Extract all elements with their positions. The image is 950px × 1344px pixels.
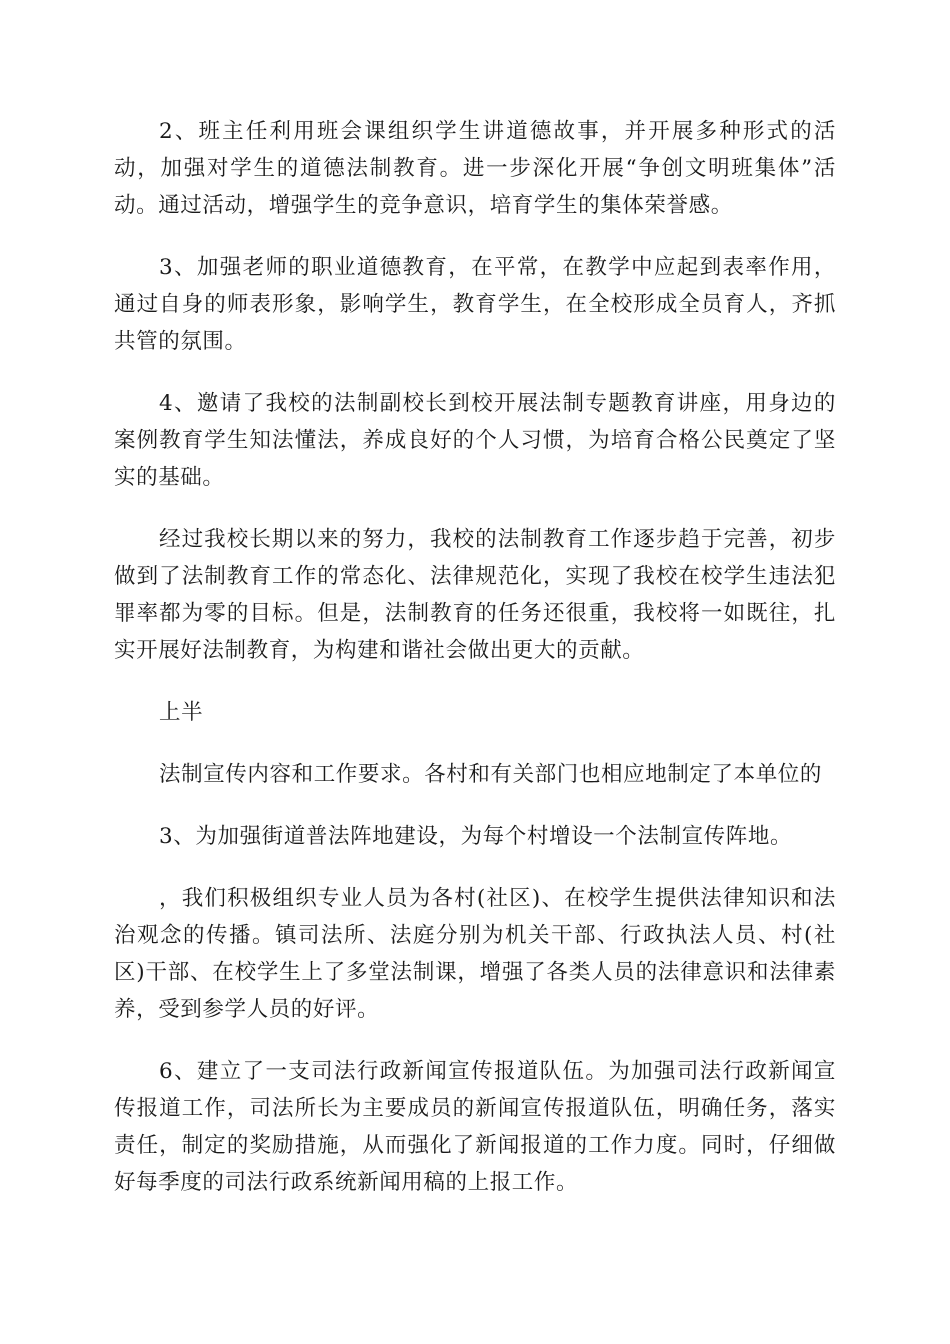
paragraph-item-3b: 3、为加强街道普法阵地建设，为每个村增设一个法制宣传阵地。 [159,824,793,849]
paragraph-summary: 经过我校长期以来的努力，我校的法制教育工作逐步趋于完善，初步做到了法制教育工作的常态化、法律规范化，实现了我校在校学生违法犯罪率都为零的目标。但是，法制教育的任务还很重，我校将一如既往，扎实开展好法制教育，为构建和谐社会做出更大的贡献。 [114,527,836,663]
paragraph-fragment: 法制宣传内容和工作要求。各村和有关部门也相应地制定了本单位的 [159,762,823,787]
paragraph-item-3: 3、加强老师的职业道德教育，在平常，在教学中应起到表率作用，通过自身的师表形象，影响学生，教育学生，在全校形成全员育人，齐抓共管的氛围。 [114,255,836,354]
paragraph-item-2: 2、班主任利用班会课组织学生讲道德故事，并开展多种形式的活动，加强对学生的道德法制教育。进一步深化开展“争创文明班集体”活动。通过活动，增强学生的竞争意识，培育学生的集体荣誉感。 [114,119,836,218]
paragraph-item-4: 4、邀请了我校的法制副校长到校开展法制专题教育讲座，用身边的案例教育学生知法懂法，养成良好的个人习惯，为培育合格公民奠定了坚实的基础。 [114,391,836,490]
document-body [114,113,836,1226]
paragraph-item-6: 6、建立了一支司法行政新闻宣传报道队伍。为加强司法行政新闻宣传报道工作，司法所长为主要成员的新闻宣传报道队伍，明确任务，落实责任，制定的奖励措施，从而强化了新闻报道的工作力度。同时，仔细做好每季度的司法行政系统新闻用稿的上报工作。 [114,1059,836,1195]
paragraph-heading-fragment: 上半 [159,700,204,725]
paragraph-training: ，我们积极组织专业人员为各村(社区)、在校学生提供法律知识和法治观念的传播。镇司法所、法庭分别为机关干部、行政执法人员、村(社区)干部、在校学生上了多堂法制课，增强了各类人员的法律意识和法律素养，受到参学人员的好评。 [114,886,836,1022]
